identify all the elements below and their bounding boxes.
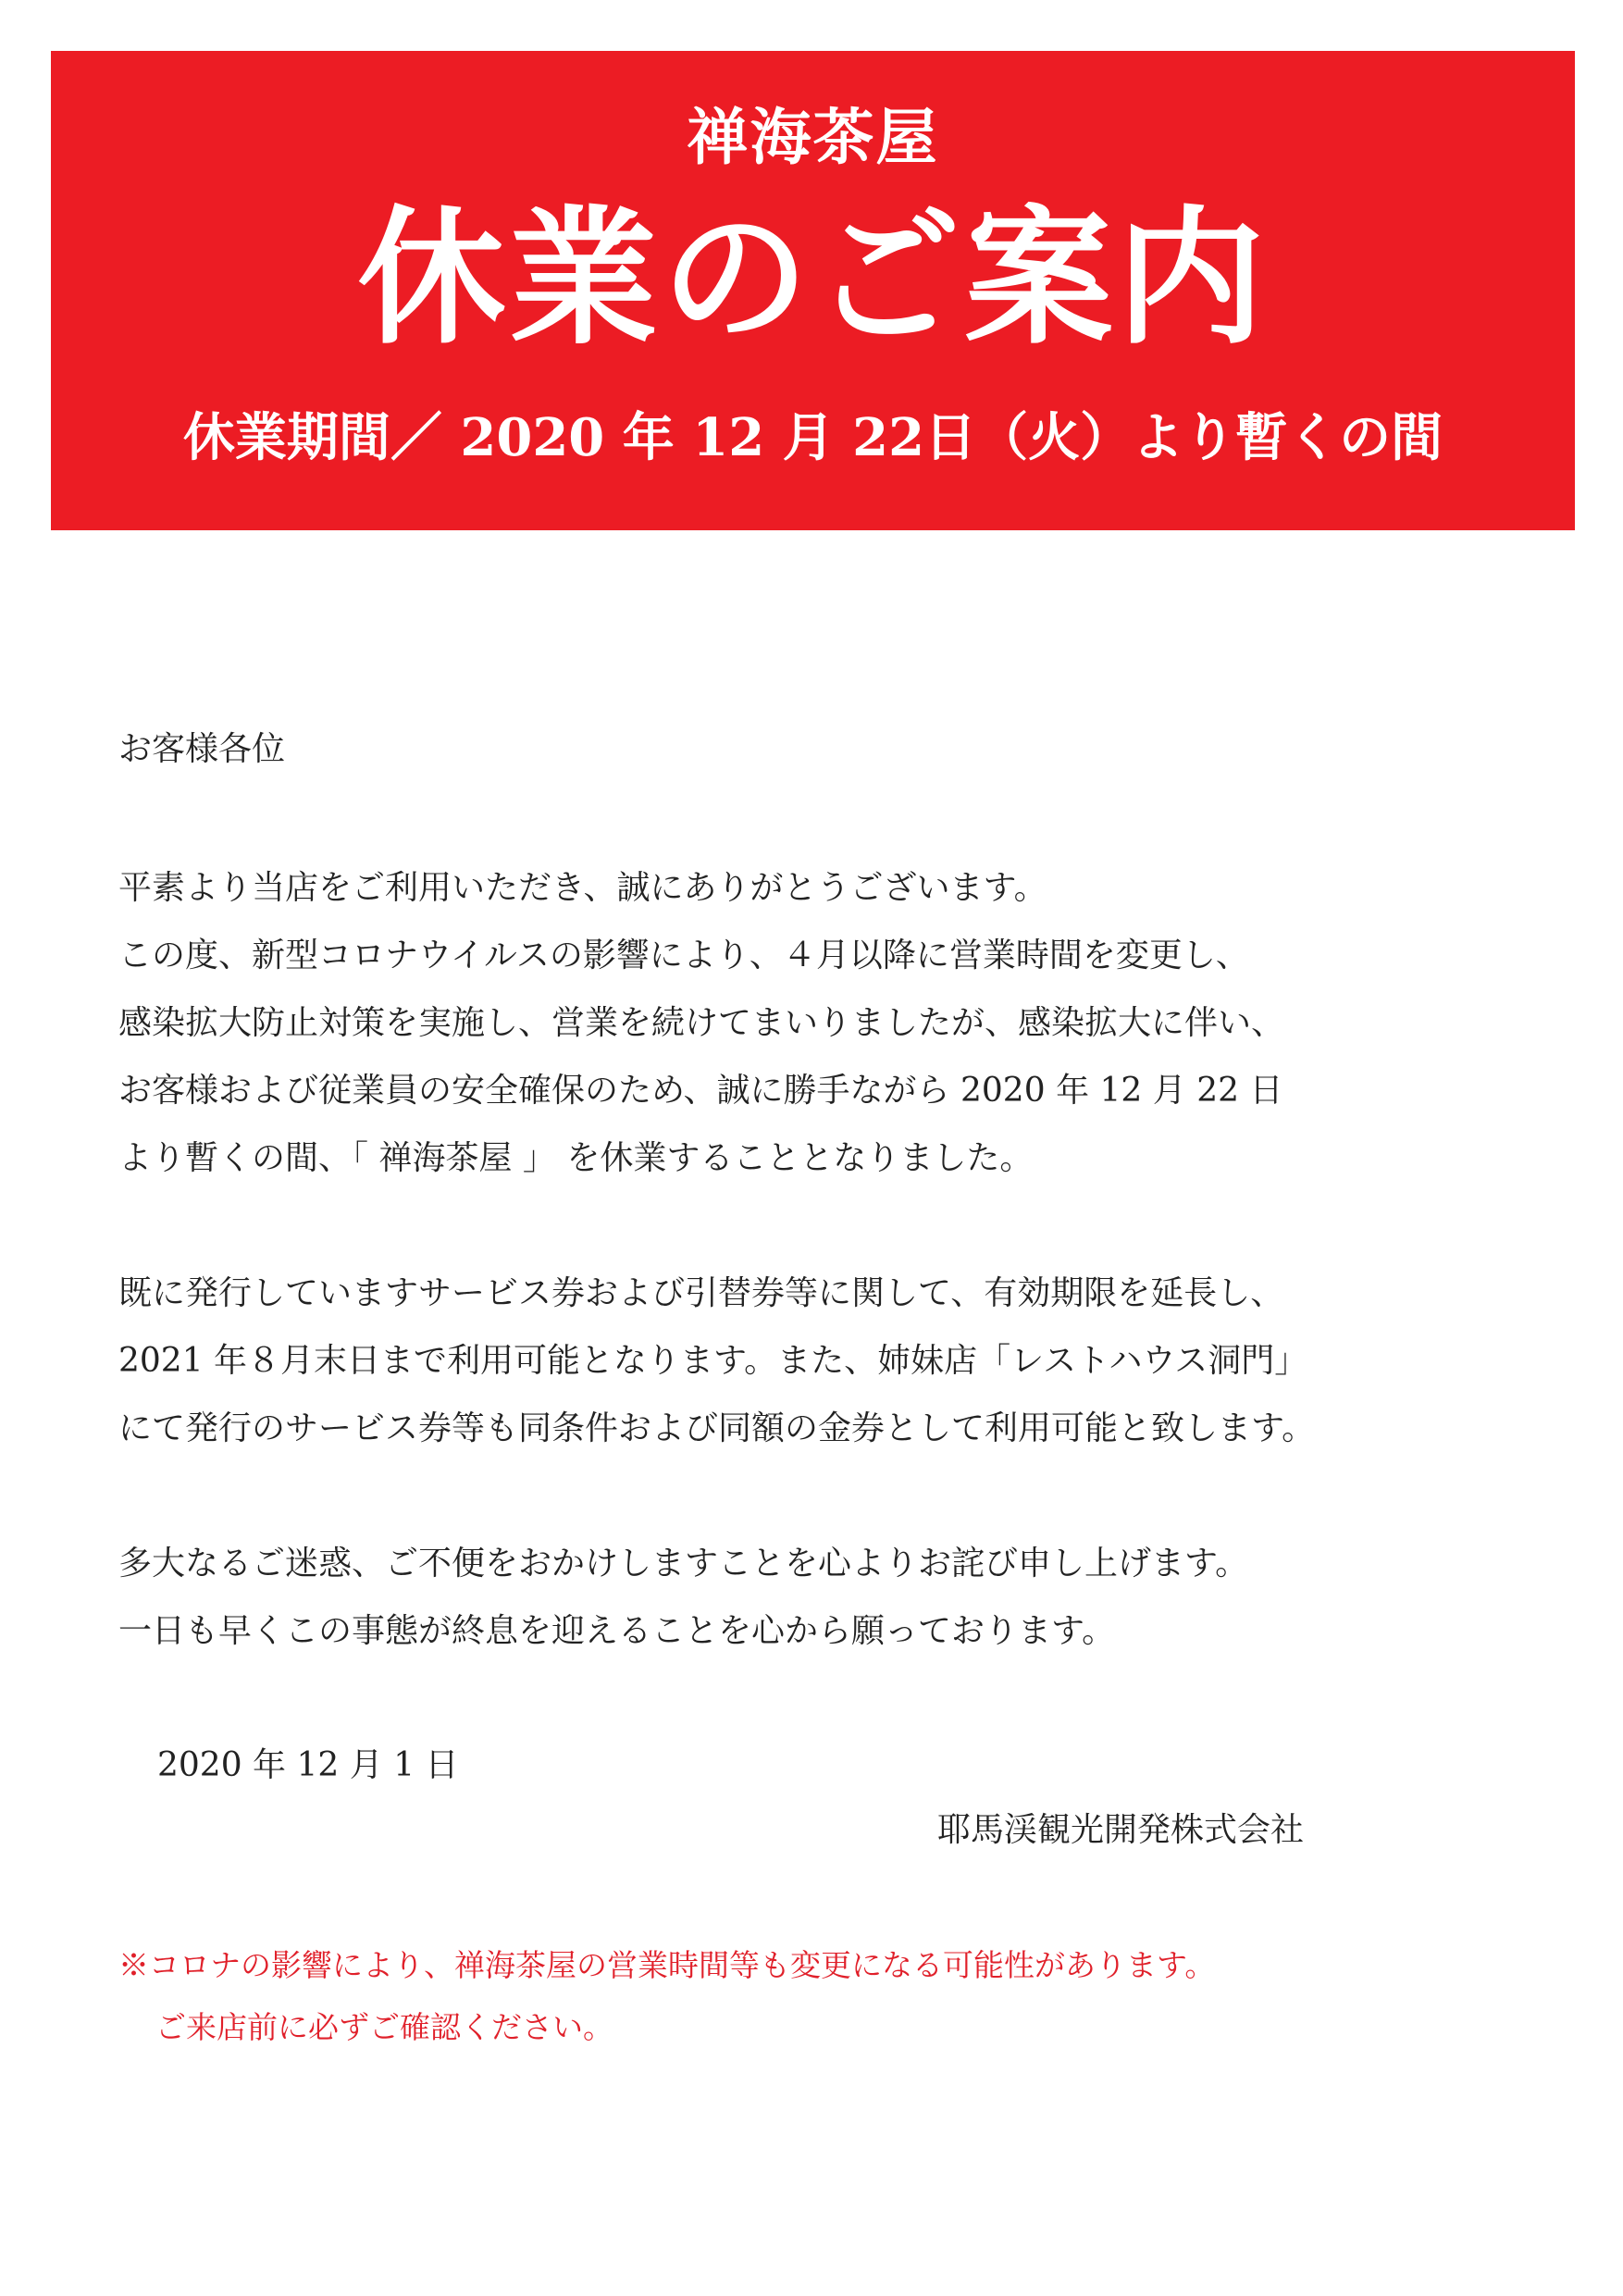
paragraph-line: 2021 年８月末日まで利用可能となります。また、姉妹店「レストハウス洞門」 <box>118 1342 1308 1380</box>
notice-date: 2020 年 12 月 1 日 <box>157 1746 459 1784</box>
paragraph-line: お客様および従業員の安全確保のため、誠に勝手ながら 2020 年 12 月 22 日 <box>118 1072 1283 1110</box>
paragraph-line: この度、新型コロナウイルスの影響により、４月以降に営業時間を変更し、 <box>118 937 1249 974</box>
shop-name: 禅海茶屋 <box>687 101 939 173</box>
paragraph-vouchers <box>118 1274 1562 1480</box>
paragraph-intro <box>118 869 1562 1210</box>
red-note <box>118 1947 1216 2074</box>
salutation: お客様各位 <box>118 730 286 768</box>
closure-period: 休業期間／ 2020 年 12 月 22日（火）より暫くの間 <box>182 407 1443 468</box>
header-banner <box>51 51 1575 530</box>
note-line: ご来店前に必ずご確認ください。 <box>155 2009 613 2045</box>
paragraph-line: より暫くの間、「 禅海茶屋 」 を休業することとなりました。 <box>118 1139 1034 1177</box>
note-line: ※コロナの影響により、禅海茶屋の営業時間等も変更になる可能性があります。 <box>118 1947 1216 1983</box>
company-name: 耶馬渓観光開発株式会社 <box>937 1811 1305 1849</box>
paragraph-line: 一日も早くこの事態が終息を迎えることを心から願っております。 <box>118 1612 1116 1650</box>
paragraph-line: にて発行のサービス券等も同条件および同額の金券として利用可能と致します。 <box>118 1409 1316 1447</box>
paragraph-line: 多大なるご迷惑、ご不便をおかけしますことを心よりお詫び申し上げます。 <box>118 1545 1249 1582</box>
closure-headline: 休業のご案内 <box>357 191 1269 365</box>
paragraph-line: 平素より当店をご利用いただき、誠にありがとうございます。 <box>118 869 1047 907</box>
paragraph-line: 既に発行していますサービス券および引替券等に関して、有効期限を延長し、 <box>118 1274 1284 1312</box>
paragraph-line: 感染拡大防止対策を実施し、営業を続けてまいりましたが、感染拡大に伴い、 <box>118 1004 1285 1042</box>
paragraph-apology <box>118 1547 1562 1682</box>
